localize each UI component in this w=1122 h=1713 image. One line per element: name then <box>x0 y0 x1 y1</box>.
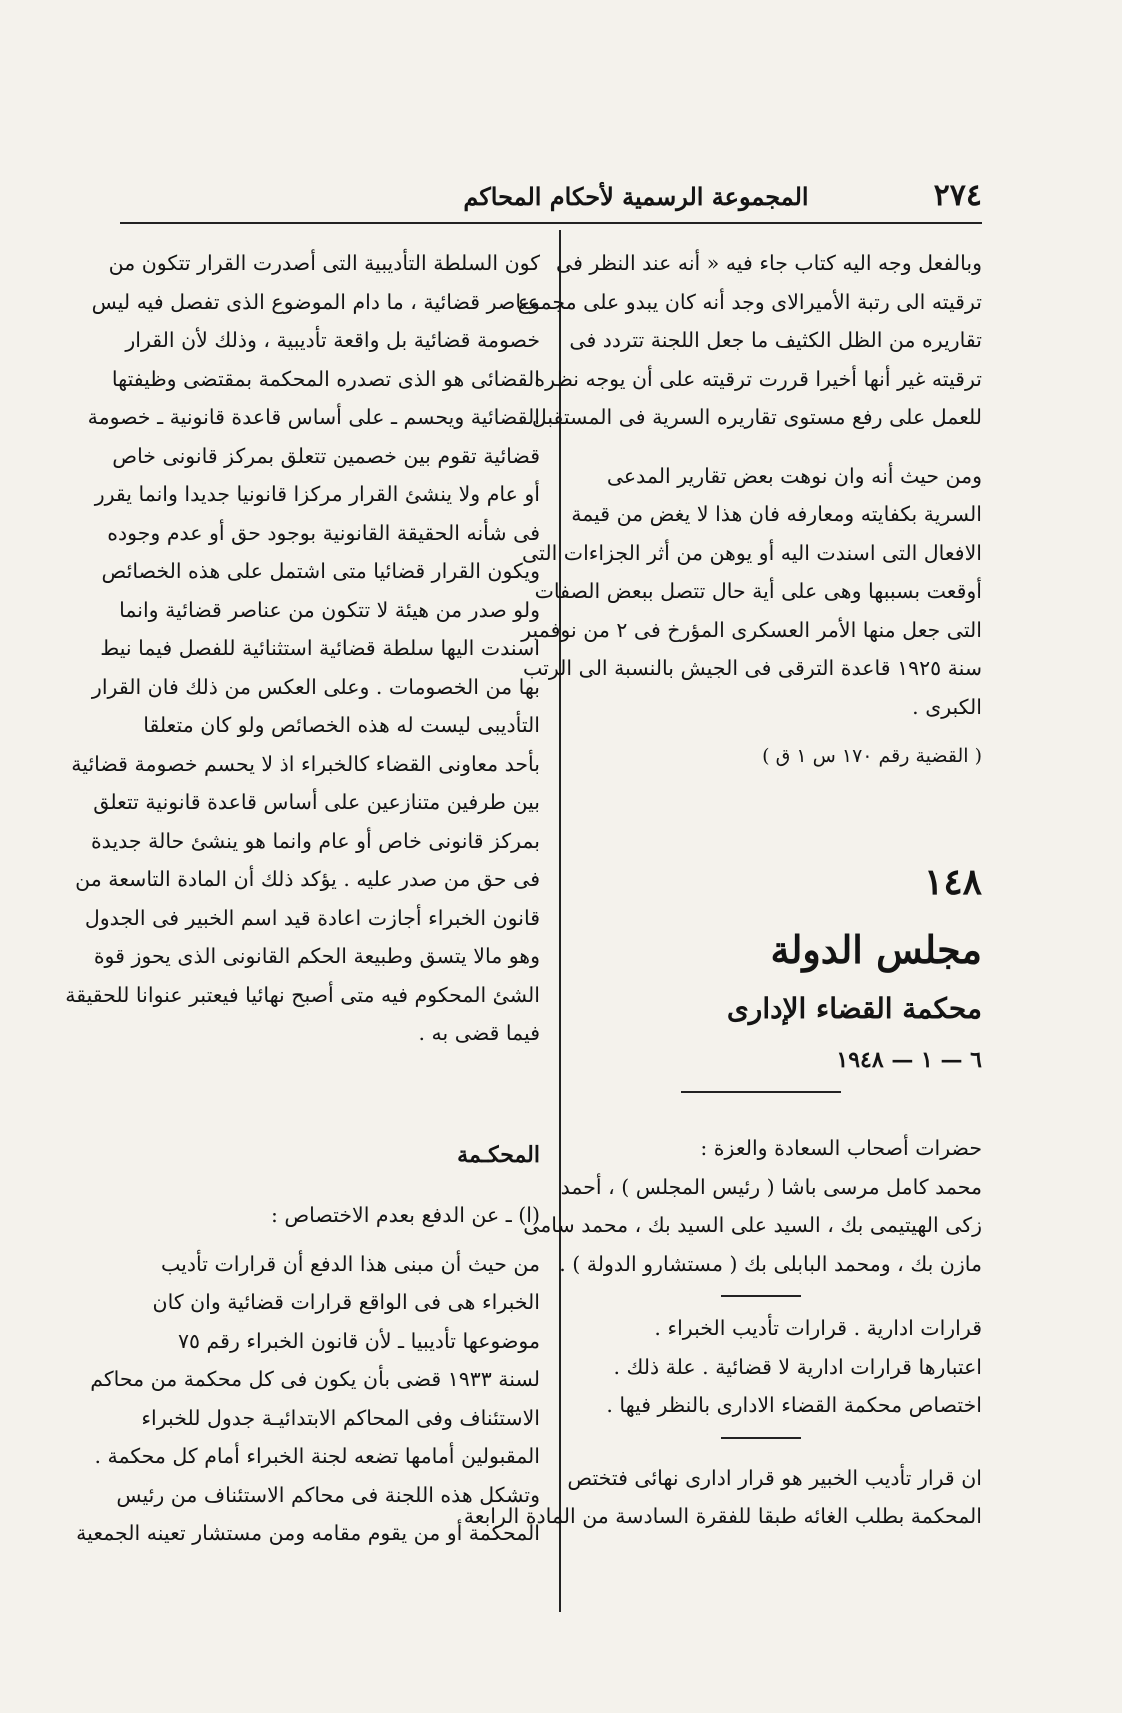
text-line: مازن بك ، ومحمد البابلى بك ( مستشارو الدولة ) . <box>559 1251 982 1276</box>
summary <box>540 1309 982 1425</box>
text-line: وهو مالا يتسق وطبيعة الحكم القانونى الذى يحوز قوة <box>93 944 540 968</box>
text-line: من حيث أن مبنى هذا الدفع أن قرارات تأديب <box>161 1251 540 1276</box>
text-line: المحكمة أو من يقوم مقامه ومن مستشار تعينه الجمعية <box>76 1521 540 1545</box>
text-line: موضوعها تأديبيا ـ لأن قانون الخبراء رقم ٧٥ <box>177 1328 540 1353</box>
text-line: أو عام ولا ينشئ القرار مركزا قانونيا جديدا وانما يقرر <box>94 482 540 506</box>
text-line: الكبرى . <box>912 694 982 719</box>
text-line: المقبولين أمامها تضعه لجنة الخبراء أمام كل محكمة . <box>94 1444 540 1468</box>
text-line: التى جعل منها الأمر العسكرى المؤرخ فى ٢ من نوفمبر <box>521 617 982 642</box>
paragraph <box>517 244 982 437</box>
text-line: الشئ المحكوم فيه متى أصبح نهائيا فيعتبر عنوانا للحقيقة <box>65 982 540 1007</box>
text-line: الخبراء هى فى الواقع قرارات قضائية وان كان <box>152 1290 540 1314</box>
decision-date: ٦ — ١ — ١٩٤٨ <box>836 1047 982 1073</box>
text-line: المحكمة بطلب الغائه طبقا للفقرة السادسة من المادة الرابعة <box>463 1504 982 1528</box>
decision-number: ١٤٨ <box>923 861 982 903</box>
text-line: فى حق من صدر عليه . يؤكد ذلك أن المادة التاسعة من <box>75 867 540 891</box>
text-line: بين طرفين متنازعين على أساس قاعدة قانونية تتعلق <box>93 790 540 814</box>
text-line: ترقيته الى رتبة الأميرالاى وجد أنه كان يبدو على مجموع <box>517 289 982 314</box>
text-line: عناصر قضائية ، ما دام الموضوع الذى تفصل فيه ليس <box>91 289 540 314</box>
divider-rule <box>721 1295 801 1297</box>
principle <box>463 1459 982 1536</box>
text-line: لسنة ١٩٣٣ قضى بأن يكون فى كل محكمة من محاكم <box>90 1367 540 1391</box>
text-line: قانون الخبراء أجازت اعادة قيد اسم الخبير فى الجدول <box>84 905 540 930</box>
paragraph <box>76 1245 540 1553</box>
page-number: ٢٧٤ <box>933 178 982 213</box>
text-line: ان قرار تأديب الخبير هو قرار ادارى نهائى فتختص <box>567 1465 982 1490</box>
text-line: فيما قضى به . <box>418 1021 540 1045</box>
text-line: ولو صدر من هيئة لا تتكون من عناصر قضائية وانما <box>119 597 540 622</box>
case-reference: ( القضية رقم ١٧٠ س ١ ق ) <box>762 745 982 767</box>
text-line: الاستئناف وفى المحاكم الابتدائيـة جدول للخبراء <box>141 1405 540 1430</box>
text-line: بمركز قانونى خاص أو عام وانما هو ينشئ حالة جديدة <box>90 828 540 853</box>
text-line: قضائية تقوم بين خصمين تتعلق بمركز قانونى خاص <box>112 443 540 468</box>
text-line: وبالفعل وجه اليه كتاب جاء فيه « أنه عند النظر فى <box>555 251 982 275</box>
subheading: (ا) ـ عن الدفع بعدم الاختصاص : <box>270 1202 540 1227</box>
text-line: القضائية ويحسم ـ على أساس قاعدة قانونية ـ خصومة <box>87 405 540 429</box>
text-line: اسندت اليها سلطة قضائية استثنائية للفصل فيما نيط <box>100 636 540 660</box>
text-line: زكى الهيتيمى بك ، السيد على السيد بك ، محمد سامى <box>523 1213 982 1237</box>
text-line: محمد كامل مرسى باشا ( رئيس المجلس ) ، أحمد <box>560 1174 982 1199</box>
text-line: ويكون القرار قضائيا متى اشتمل على هذه الخصائص <box>101 559 540 583</box>
text-line: كون السلطة التأديبية التى أصدرت القرار تتكون من <box>108 251 540 275</box>
text-line: القضائى هو الذى تصدره المحكمة بمقتضى وظيفتها <box>111 366 540 391</box>
text-line: تقاريره من الظل الكثيف ما جعل اللجنة تتردد فى <box>569 328 982 352</box>
text-line: حضرات أصحاب السعادة والعزة : <box>700 1136 982 1160</box>
text-line: التأديبى ليست له هذه الخصائص ولو كان متعلقا <box>143 713 540 737</box>
members-list <box>523 1129 982 1283</box>
text-line: خصومة قضائية بل واقعة تأديبية ، وذلك لأن القرار <box>125 328 540 352</box>
text-line: بأحد معاونى القضاء كالخبراء اذ لا يحسم خصومة قضائية <box>71 751 540 776</box>
text-line: وتشكل هذه اللجنة فى محاكم الاستئناف من رئيس <box>116 1482 540 1507</box>
text-line: الافعال التى اسندت اليه أو يوهن من أثر الجزاءات التى <box>522 540 982 565</box>
text-line: السرية بكفايته ومعارفه فان هذا لا يغض من قيمة <box>571 502 982 526</box>
divider-rule <box>721 1437 801 1439</box>
text-line: ومن حيث أنه وان نوهت بعض تقارير المدعى <box>606 463 982 488</box>
text-line: سنة ١٩٢٥ قاعدة الترقى فى الجيش بالنسبة الى الرتب <box>523 656 982 680</box>
text-line: أوقعت بسببها وهى على أية حال تتصل ببعض الصفات <box>534 579 982 603</box>
council-title: مجلس الدولة <box>770 927 982 972</box>
court-title: محكمة القضاء الإدارى <box>726 992 982 1025</box>
page-header <box>120 178 982 224</box>
text-line: قرارات ادارية . قرارات تأديب الخبراء . <box>654 1316 982 1340</box>
text-line: اعتبارها قرارات ادارية لا قضائية . علة ذلك . <box>613 1354 982 1379</box>
section-title: المحكـمة <box>457 1141 540 1168</box>
text-line: بها من الخصومات . وعلى العكس من ذلك فان القرار <box>91 674 540 699</box>
text-line: اختصاص محكمة القضاء الادارى بالنظر فيها . <box>606 1393 982 1417</box>
text-line: ترقيته غير أنها أخيرا قررت ترقيته على أن يوجه نظره <box>534 366 982 391</box>
running-title: المجموعة الرسمية لأحكام المحاكم <box>463 182 809 211</box>
text-line: للعمل على رفع مستوى تقاريره السرية فى المستقبل . <box>518 405 982 429</box>
text-line: فى شأنه الحقيقة القانونية بوجود حق أو عدم وجوده <box>107 520 540 545</box>
paragraph <box>521 457 982 727</box>
left-column <box>65 244 540 1553</box>
paragraph <box>65 244 540 1053</box>
